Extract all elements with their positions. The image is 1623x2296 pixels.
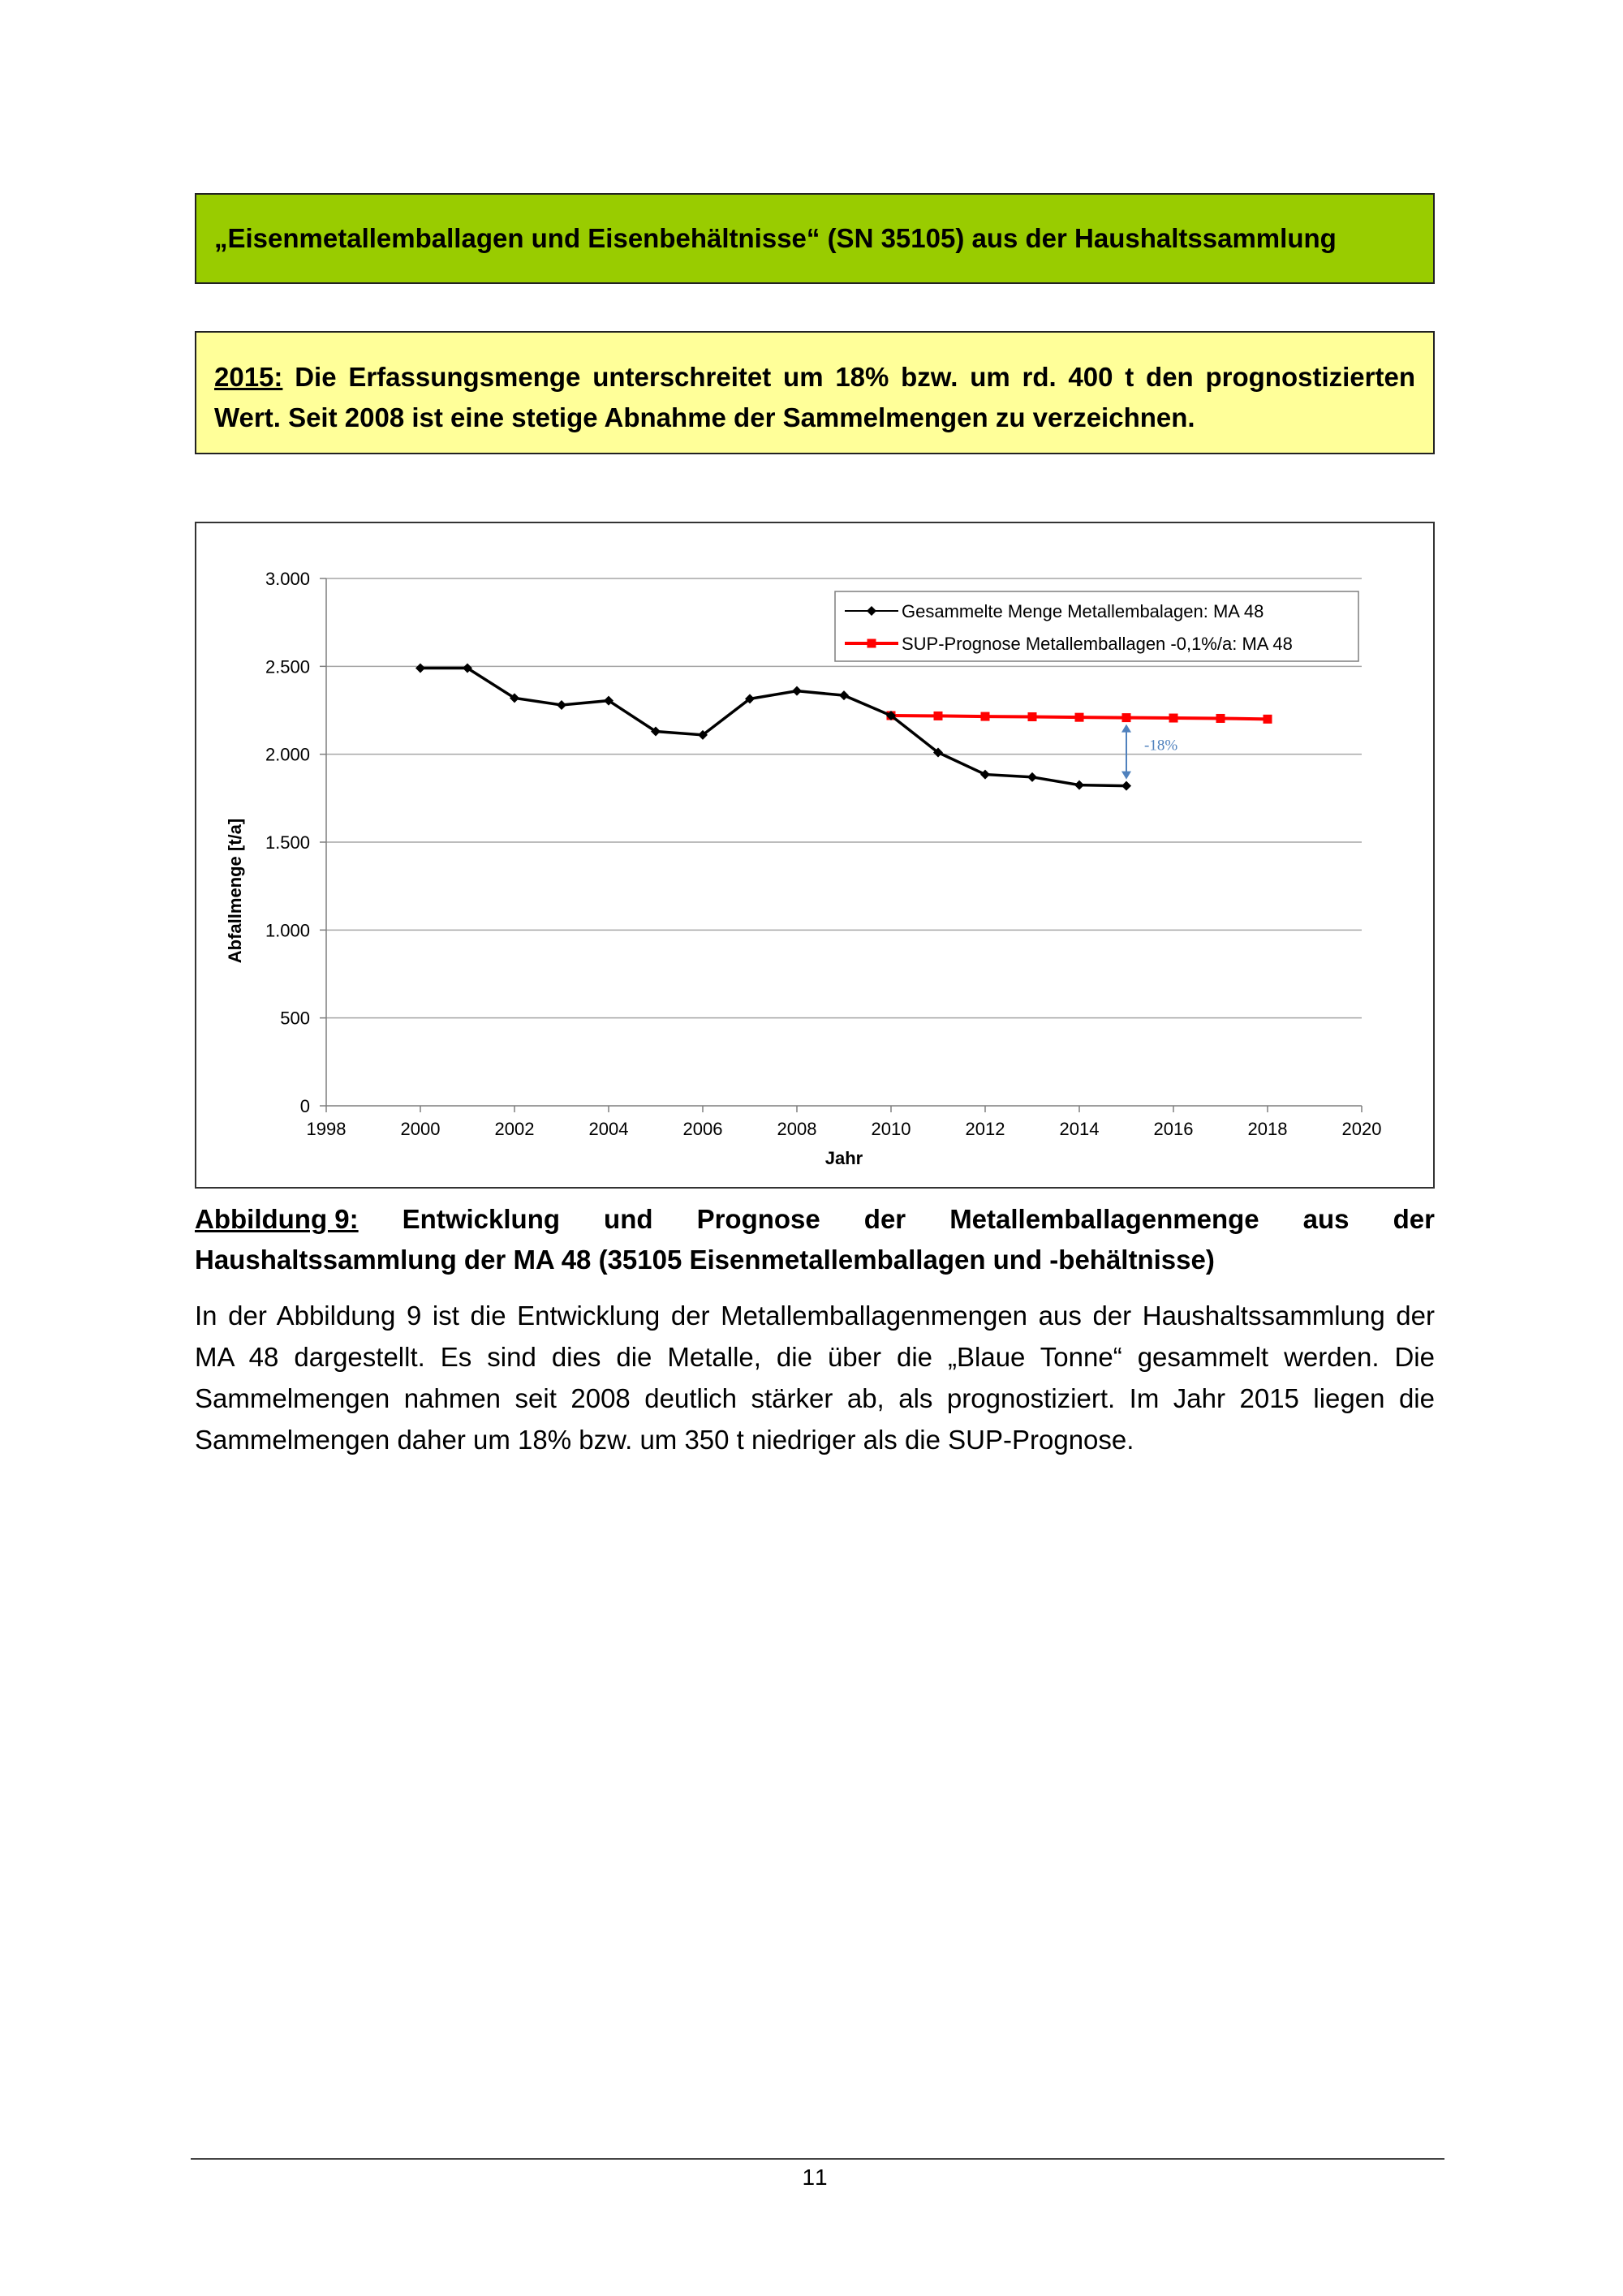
summary-year: 2015: [214, 362, 283, 392]
data-point [1122, 713, 1131, 722]
data-point [415, 664, 425, 673]
data-point [1216, 714, 1225, 723]
arrow-head-down [1121, 772, 1131, 780]
x-tick-label: 2012 [965, 1119, 1005, 1139]
section-title: „Eisenmetallemballagen und Eisenbehältnisse“ (SN 35105) aus der Haushaltssammlung [214, 223, 1337, 253]
footer-divider [191, 2158, 1444, 2160]
caption-label: Abbildung 9: [195, 1204, 359, 1234]
series-line-gesammelt [420, 669, 1126, 786]
caption-word: der [1393, 1204, 1435, 1234]
chart-figure [195, 522, 1435, 1189]
y-tick-label: 2.000 [265, 744, 310, 765]
x-tick-label: 2018 [1247, 1119, 1288, 1139]
y-tick-label: 0 [299, 1096, 310, 1116]
data-point [1169, 714, 1178, 723]
data-point [1027, 772, 1037, 782]
x-tick-label: 2008 [777, 1119, 817, 1139]
data-point [557, 700, 566, 710]
x-axis-title: Jahr [824, 1148, 863, 1168]
y-tick-label: 1.000 [265, 920, 310, 941]
figure-caption [195, 1199, 1435, 1280]
x-tick-label: 2006 [682, 1119, 723, 1139]
body-paragraph: In der Abbildung 9 ist die Entwicklung der Metallemballagenmengen aus der Haushaltssammlung der MA 48 dargestellt. Es sind dies die Metalle, die über die „Blaue Tonne“ gesammelt werden. Die Sammelmengen nahmen seit 2008 deutlich stärker ab, als prognostiziert. Im Jahr 2015 liegen die Sammelmengen daher um 18% bzw. um 350 t niedriger als die SUP-Prognose. [195, 1301, 1435, 1455]
annotation-label: -18% [1144, 737, 1178, 755]
data-point [867, 639, 876, 648]
summary-text: Die Erfassungsmenge unterschreitet um 18% bzw. um rd. 400 t den prognostizierten Wert. Seit 2008 ist eine stetige Abnahme der Sammelmengen zu verzeichnen. [214, 362, 1415, 432]
legend-label: Gesammelte Menge Metallembalagen: MA 48 [902, 601, 1264, 621]
data-point [1121, 781, 1131, 791]
data-point [980, 770, 990, 780]
y-tick-label: 2.500 [265, 656, 310, 677]
x-tick-label: 2016 [1153, 1119, 1194, 1139]
caption-word: der [863, 1204, 906, 1234]
x-tick-label: 2010 [871, 1119, 911, 1139]
summary-box [195, 331, 1435, 454]
data-point [1028, 712, 1037, 721]
caption-word: Metallemballagenmenge [949, 1204, 1259, 1234]
caption-line-1 [195, 1199, 1435, 1240]
caption-word: aus [1302, 1204, 1350, 1234]
caption-word: Prognose [696, 1204, 820, 1234]
y-tick-label: 3.000 [265, 569, 310, 589]
y-axis-title: Abfallmenge [t/a] [225, 818, 245, 964]
line-chart [196, 523, 1433, 1187]
x-tick-label: 2004 [588, 1119, 629, 1139]
caption-line-2: Haushaltssammlung der MA 48 (35105 Eisenmetallemballagen und -behältnisse) [195, 1245, 1215, 1275]
x-tick-label: 2014 [1059, 1119, 1100, 1139]
data-point [839, 690, 849, 700]
arrow-head-up [1121, 724, 1131, 733]
y-tick-label: 1.500 [265, 832, 310, 853]
data-point [1075, 713, 1084, 722]
data-point [981, 712, 990, 721]
x-tick-label: 2000 [400, 1119, 441, 1139]
x-tick-label: 2020 [1341, 1119, 1382, 1139]
legend-label: SUP-Prognose Metallemballagen -0,1%/a: MA 48 [902, 634, 1293, 654]
caption-word: und [604, 1204, 653, 1234]
page-number: 11 [802, 2165, 829, 2190]
data-point [934, 712, 943, 720]
x-tick-label: 1998 [306, 1119, 347, 1139]
section-title-box [195, 193, 1435, 284]
y-tick-label: 500 [280, 1008, 310, 1029]
data-point [792, 686, 802, 696]
data-point [1264, 715, 1272, 724]
caption-word: Entwicklung [402, 1204, 561, 1234]
data-point [1074, 780, 1084, 790]
x-tick-label: 2002 [494, 1119, 535, 1139]
